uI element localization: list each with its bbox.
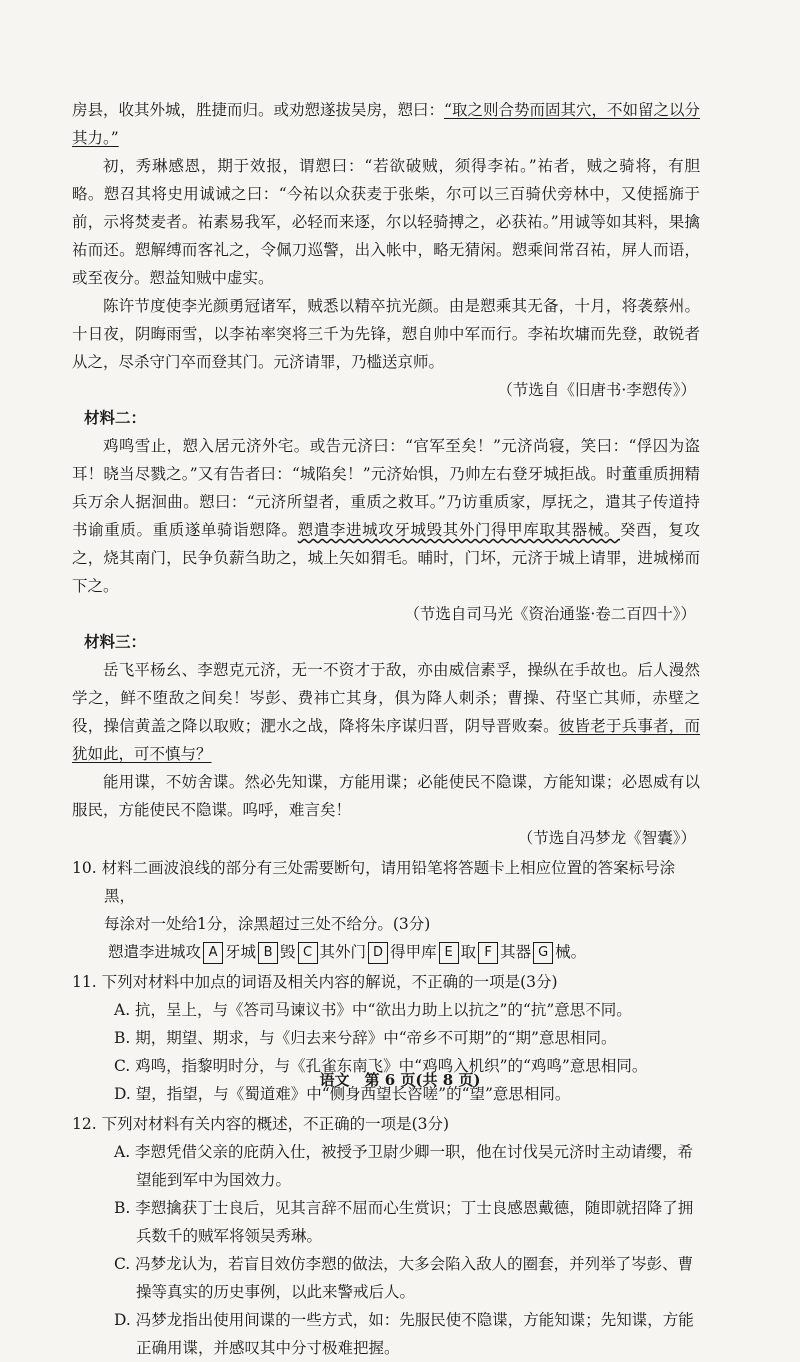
question-10 — [72, 854, 700, 966]
text-segment: 毁 — [280, 943, 296, 961]
question-12 — [72, 1110, 700, 1362]
option-d[interactable]: D. 冯梦龙指出使用间谍的一些方式，如：先服民使不隐谍，方能知谍；先知谍，方能正确用谍，并感叹其中分寸极难把握。 — [114, 1311, 694, 1357]
option-c[interactable]: C. 鸡鸣，指黎明时分，与《孔雀东南飞》中“鸡鸣入机织”的“鸡鸣”意思相同。 — [114, 1057, 648, 1075]
passage-paragraph — [72, 656, 700, 768]
passage-paragraph: 陈许节度使李光颜勇冠诸军，贼悉以精卒抗光颜。由是愬乘其无备，十月，将袭蔡州。十日夜，阴晦雨雪，以李祐率突将三千为先锋，愬自帅中军而行。李祐坎墉而先登，敢锐者从之，尽杀守门卒而登其门。元济请罪，乃槛送京师。 — [72, 297, 700, 371]
text-segment: 其外门 — [319, 943, 367, 961]
wavy-underlined-sentence: 愬遣李进城攻牙城毁其外门得甲库取其器械。 — [297, 521, 621, 539]
answer-box[interactable]: G — [533, 942, 553, 964]
text-segment: 愬遣李进城攻 — [108, 943, 202, 961]
text-segment: 其器 — [500, 943, 532, 961]
text-segment: 取 — [460, 943, 477, 961]
option-a[interactable]: A. 李愬凭借父亲的庇荫入仕，被授予卫尉少卿一职，他在讨伐吴元济时主动请缨，希望能到军中为国效力。 — [114, 1143, 694, 1189]
answer-box[interactable]: A — [203, 942, 223, 964]
underlined-sentence: “取之则合势而固其穴，不如留之以分其力。” — [72, 101, 700, 147]
answer-box[interactable]: E — [439, 942, 459, 964]
material-heading: 材料三： — [84, 632, 147, 651]
question-stem-cont: 每涂对一处给1分，涂黑超过三处不给分。(3分) — [104, 915, 431, 933]
option-d[interactable]: D. 望，指望，与《蜀道难》中“侧身西望长咨嗟”的“望”意思相同。 — [114, 1085, 571, 1103]
text-run: 癸酉，复攻之，烧其南门，民争负薪刍助之，城上矢如猬毛。晡时，门坏，元济于城上请罪，进城梯而下之。 — [72, 521, 700, 595]
answer-options-line — [72, 938, 700, 966]
option-c[interactable]: C. 冯梦龙认为，若盲目效仿李愬的做法，大多会陷入敌人的圈套，并列举了岑彭、曹操等真实的历史事例，以此来警戒后人。 — [114, 1255, 694, 1301]
option-a[interactable]: A. 抗，呈上，与《答司马谏议书》中“欲出力助上以抗之”的“抗”意思不同。 — [114, 1001, 632, 1019]
passage-paragraph: 初，秀琳感恩，期于效报，谓愬曰：“若欲破贼，须得李祐。”祐者，贼之骑将，有胆略。愬召其将史用诚诫之曰：“今祐以众获麦于张柴，尔可以三百骑伏旁林中，又使摇旆于前，示将焚麦者。祐素易我军，必轻而来逐，尔以轻骑搏之，必获祐。”用诚等如其料，果擒祐而还。愬解缚而客礼之，令佩刀巡警，出入帐中，略无猜闲。愬乘间常召祐，屏人而语，或至夜分。愬益知贼中虚实。 — [72, 157, 700, 287]
question-stem: 10. 材料二画波浪线的部分有三处需要断句，请用铅笔将答题卡上相应位置的答案标号涂黑， — [72, 859, 676, 905]
answer-box[interactable]: D — [368, 942, 388, 964]
answer-box[interactable]: C — [298, 942, 318, 964]
text-run: 鸡鸣雪止，愬入居元济外宅。或告元济曰：“官军至矣！”元济尚寝，笑曰：“俘囚为盗耳！晓当尽戮之。”又有告者曰：“城陷矣！”元济始惧，乃帅左右登牙城拒战。时董重质拥精兵万余人据洄曲。愬曰：“元济所望者，重质之救耳。”乃访重质家，厚抚之，遣其子传道持书谕重质。重质遂单骑诣愬降。 — [72, 437, 700, 539]
material-heading: 材料二： — [84, 408, 147, 427]
text-segment: 械。 — [555, 943, 587, 961]
source-citation: （节选自《旧唐书·李愬传》） — [497, 381, 696, 399]
text-run: 岳飞平杨幺、李愬克元济，无一不资才于敌，亦由威信素孚，操纵在手故也。后人漫然学之，鲜不堕敌之间矣！岑彭、费祎亡其身，俱为降人刺杀；曹操、苻坚亡其师，赤壁之役，操信黄盖之降以取败；淝水之战，降将朱序谋归晋，阴导晋败秦。 — [72, 661, 700, 735]
answer-box[interactable]: B — [258, 942, 278, 964]
passage-paragraph: 能用谍，不妨舍谍。然必先知谍，方能用谍；必能使民不隐谍，方能知谍；必恩威有以服民，方能使民不隐谍。呜呼，难言矣！ — [72, 773, 700, 819]
source-citation: （节选自司马光《资治通鉴·卷二百四十》） — [404, 605, 696, 623]
passage-paragraph — [72, 96, 700, 152]
text-segment: 得甲库 — [390, 943, 437, 961]
question-stem: 12. 下列对材料有关内容的概述，不正确的一项是(3分) — [72, 1115, 450, 1133]
text-segment: 牙城 — [225, 943, 257, 961]
source-citation: （节选自冯梦龙《智囊》） — [517, 829, 696, 847]
option-b[interactable]: B. 期，期望、期求，与《归去来兮辞》中“帝乡不可期”的“期”意思相同。 — [114, 1029, 617, 1047]
text-run: 房县，收其外城，胜捷而归。或劝愬遂拔吴房，愬曰： — [72, 101, 445, 119]
question-stem: 11. 下列对材料中加点的词语及相关内容的解说，不正确的一项是(3分) — [72, 973, 558, 991]
underlined-sentence: 彼皆老于兵事者，而犹如此，可不慎与？ — [72, 717, 700, 763]
passage-paragraph — [72, 432, 700, 600]
answer-box[interactable]: F — [478, 942, 498, 964]
option-b[interactable]: B. 李愬擒获丁士良后，见其言辞不屈而心生赏识；丁士良感恩戴德，随即就招降了拥兵数千的贼军将领吴秀琳。 — [114, 1199, 694, 1245]
page-footer: 语文 第 6 页(共 8 页) — [319, 1071, 481, 1089]
